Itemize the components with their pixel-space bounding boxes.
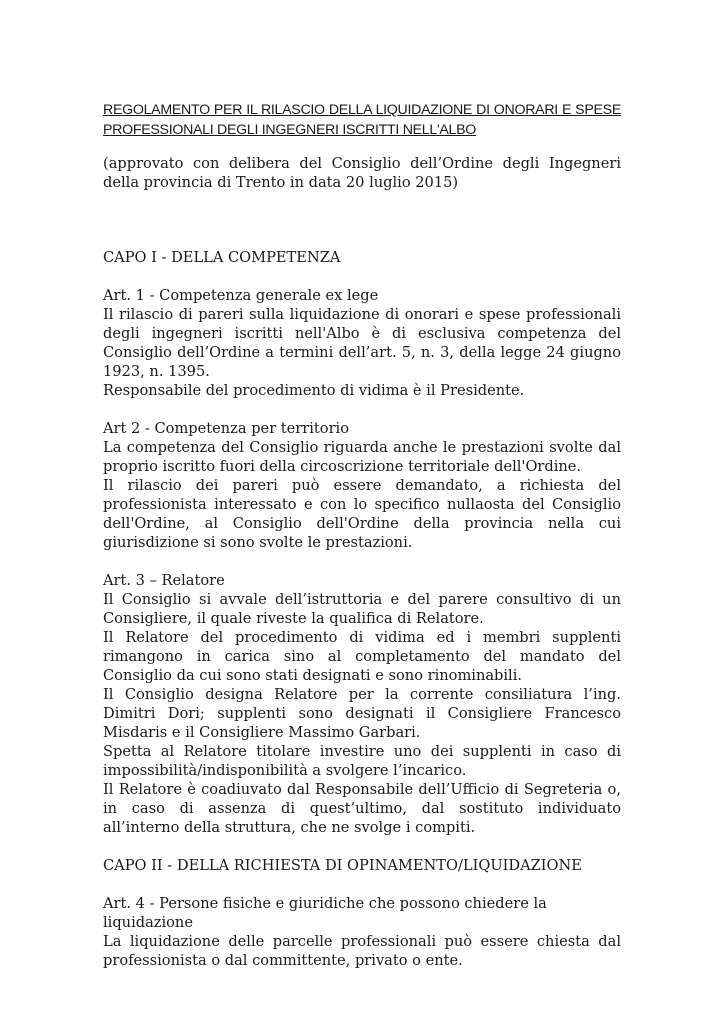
article-1 bbox=[103, 286, 621, 400]
article-4-heading: Art. 4 - Persone fisiche e giuridiche che possono chiedere la liquidazione bbox=[103, 895, 547, 931]
article-2-heading: Art 2 - Competenza per territorio bbox=[103, 420, 350, 437]
article-3-paragraph-3: Il Consiglio designa Relatore per la corrente consiliatura l’ing. Dimitri Dori; supplenti sono designati il Consigliere Francesco Misdaris e il Consigliere Massimo Garbari. bbox=[103, 686, 621, 741]
article-2-paragraph-1: La competenza del Consiglio riguarda anche le prestazioni svolte dal proprio iscritto fuori della circoscrizione territoriale dell'Ordine. bbox=[103, 439, 621, 475]
spacer bbox=[103, 875, 621, 894]
document-title-text: REGOLAMENTO PER IL RILASCIO DELLA LIQUIDAZIONE DI ONORARI E SPESE PROFESSIONALI DEGLI INGEGNERI ISCRITTI NELL'ALBO bbox=[103, 102, 621, 138]
chapter-heading-2: CAPO II - DELLA RICHIESTA DI OPINAMENTO/LIQUIDAZIONE bbox=[103, 857, 582, 874]
spacer bbox=[103, 837, 621, 856]
approval-note: (approvato con delibera del Consiglio dell’Ordine degli Ingegneri della provincia di Trento in data 20 luglio 2015) bbox=[103, 155, 621, 191]
spacer bbox=[103, 267, 621, 286]
article-3-paragraph-4: Spetta al Relatore titolare investire uno dei supplenti in caso di impossibilità/indisponibilità a svolgere l’incarico. bbox=[103, 743, 621, 779]
article-3-paragraph-5: Il Relatore è coadiuvato dal Responsabile dell’Ufficio di Segreteria o, in caso di assenza di quest’ultimo, dal sostituto individuato all’interno della struttura, che ne svolge i compiti. bbox=[103, 781, 621, 836]
article-3-paragraph-1: Il Consiglio si avvale dell’istruttoria e del parere consultivo di un Consigliere, il quale riveste la qualifica di Relatore. bbox=[103, 591, 621, 627]
article-1-paragraph-1: Il rilascio di pareri sulla liquidazione di onorari e spese professionali degli ingegneri iscritti nell'Albo è di esclusiva competenza del Consiglio dell’Ordine a termini dell’art. 5, n. 3, della legge 24 giugno 1923, n. 1395. bbox=[103, 306, 621, 380]
article-3-paragraph-2: Il Relatore del procedimento di vidima ed i membri supplenti rimangono in carica sino al completamento del mandato del Consiglio da cui sono stati designati e sono rinominabili. bbox=[103, 629, 621, 684]
spacer bbox=[103, 400, 621, 419]
article-2-paragraph-2: Il rilascio dei pareri può essere demandato, a richiesta del professionista interessato e con lo specifico nullaosta del Consiglio dell'Ordine, al Consiglio dell'Ordine della provincia nella cui giurisdizione si sono svolte le prestazioni. bbox=[103, 477, 621, 551]
article-2 bbox=[103, 419, 621, 552]
article-1-heading: Art. 1 - Competenza generale ex lege bbox=[103, 287, 379, 304]
article-3-heading: Art. 3 – Relatore bbox=[103, 572, 225, 589]
article-4 bbox=[103, 894, 621, 970]
spacer bbox=[103, 552, 621, 571]
article-3 bbox=[103, 571, 621, 837]
document-title bbox=[103, 100, 621, 140]
chapter-heading-1: CAPO I - DELLA COMPETENZA bbox=[103, 249, 341, 266]
document-page bbox=[103, 100, 621, 970]
spacer bbox=[103, 192, 621, 248]
article-1-paragraph-2: Responsabile del procedimento di vidima è il Presidente. bbox=[103, 382, 525, 399]
article-4-paragraph-1: La liquidazione delle parcelle professionali può essere chiesta dal professionista o dal committente, privato o ente. bbox=[103, 933, 621, 969]
